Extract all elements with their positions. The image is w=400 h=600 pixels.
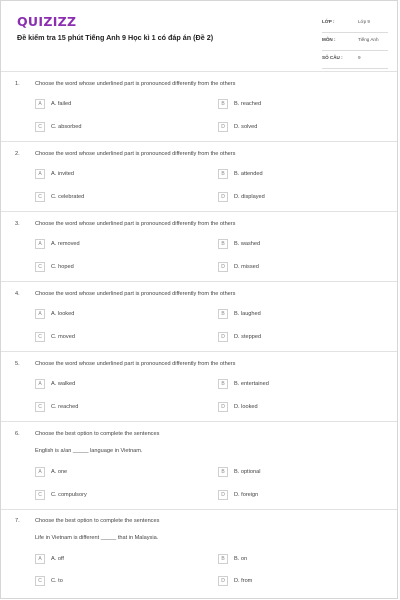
option-letter-box: D <box>218 402 228 412</box>
question-prompt: Choose the best option to complete the sentences <box>35 431 160 437</box>
option-text: B. reached <box>234 101 262 107</box>
option-text: C. moved <box>51 334 75 340</box>
option-text: D. solved <box>234 124 258 130</box>
option-text: B. attended <box>234 171 263 177</box>
option-text: A. one <box>51 469 68 475</box>
option-text: D. from <box>234 578 253 584</box>
question-number: 3. <box>15 221 20 227</box>
meta-value: Tiếng Anh <box>358 37 379 42</box>
question-divider <box>1 141 398 142</box>
question-number: 4. <box>15 291 20 297</box>
meta-value: 9 <box>358 55 361 60</box>
option-letter-box: B <box>218 169 228 179</box>
option-letter-box: A <box>35 99 45 109</box>
option-text: A. removed <box>51 241 80 247</box>
question-number: 7. <box>15 518 20 524</box>
option-text: C. reached <box>51 404 79 410</box>
option-letter-box: D <box>218 122 228 132</box>
option-letter-box: B <box>218 379 228 389</box>
option-letter-box: C <box>35 332 45 342</box>
option-letter-box: A <box>35 379 45 389</box>
option-letter-box: B <box>218 309 228 319</box>
quizizz-logo: QUIZIZZ <box>17 14 77 29</box>
option-text: A. failed <box>51 101 72 107</box>
option-letter-box: A <box>35 309 45 319</box>
option-letter-box: A <box>35 169 45 179</box>
question-prompt: Choose the word whose underlined part is pronounced differently from the others <box>35 221 236 227</box>
option-text: D. stepped <box>234 334 262 340</box>
option-text: B. on <box>234 556 248 562</box>
option-letter-box: D <box>218 192 228 202</box>
meta-label: LỚP : <box>322 19 335 24</box>
question-number: 2. <box>15 151 20 157</box>
meta-value: Lớp 9 <box>358 19 370 24</box>
option-letter-box: D <box>218 576 228 586</box>
option-letter-box: A <box>35 554 45 564</box>
option-letter-box: B <box>218 239 228 249</box>
question-divider <box>1 351 398 352</box>
question-prompt: Choose the word whose underlined part is pronounced differently from the others <box>35 81 236 87</box>
question-number: 6. <box>15 431 20 437</box>
meta-row-count <box>322 50 388 69</box>
question-prompt: Choose the word whose underlined part is pronounced differently from the others <box>35 291 236 297</box>
meta-label: SỐ CÂU : <box>322 55 343 60</box>
option-text: A. looked <box>51 311 75 317</box>
option-letter-box: A <box>35 467 45 477</box>
option-letter-box: D <box>218 490 228 500</box>
option-text: B. optional <box>234 469 261 475</box>
option-text: A. walked <box>51 381 76 387</box>
option-letter-box: C <box>35 122 45 132</box>
option-text: C. absorbed <box>51 124 82 130</box>
option-letter-box: C <box>35 192 45 202</box>
option-letter-box: B <box>218 554 228 564</box>
question-divider <box>1 509 398 510</box>
option-letter-box: B <box>218 99 228 109</box>
worksheet-title: Đề kiểm tra 15 phút Tiếng Anh 9 Học kì 1 có đáp án (Đề 2) <box>17 33 214 42</box>
option-letter-box: C <box>35 490 45 500</box>
meta-row-class <box>322 14 388 33</box>
option-text: D. looked <box>234 404 258 410</box>
question-prompt: Choose the best option to complete the sentences <box>35 518 160 524</box>
question-prompt: Choose the word whose underlined part is pronounced differently from the others <box>35 361 236 367</box>
option-text: B. washed <box>234 241 261 247</box>
option-text: B. entertained <box>234 381 269 387</box>
question-prompt: Choose the word whose underlined part is pronounced differently from the others <box>35 151 236 157</box>
option-text: A. invited <box>51 171 75 177</box>
option-letter-box: C <box>35 402 45 412</box>
option-text: D. displayed <box>234 194 265 200</box>
option-letter-box: D <box>218 262 228 272</box>
option-letter-box: B <box>218 467 228 477</box>
question-number: 1. <box>15 81 20 87</box>
option-letter-box: C <box>35 576 45 586</box>
option-text: B. laughed <box>234 311 261 317</box>
option-text: C. celebrated <box>51 194 85 200</box>
question-divider <box>1 281 398 282</box>
option-text: C. hoped <box>51 264 74 270</box>
option-text: A. off <box>51 556 64 562</box>
option-text: C. to <box>51 578 63 584</box>
question-sentence: Life in Vietnam is different _____ that in Malaysia. <box>35 535 159 541</box>
option-text: D. foreign <box>234 492 259 498</box>
meta-label: MÔN : <box>322 37 336 42</box>
option-text: D. missed <box>234 264 259 270</box>
option-letter-box: A <box>35 239 45 249</box>
meta-row-subject <box>322 32 388 51</box>
option-letter-box: D <box>218 332 228 342</box>
question-divider <box>1 421 398 422</box>
question-number: 5. <box>15 361 20 367</box>
question-sentence: English is a/an _____ language in Vietnam. <box>35 448 143 454</box>
option-letter-box: C <box>35 262 45 272</box>
question-divider <box>1 211 398 212</box>
header-divider <box>1 71 398 72</box>
option-text: C. compulsory <box>51 492 87 498</box>
